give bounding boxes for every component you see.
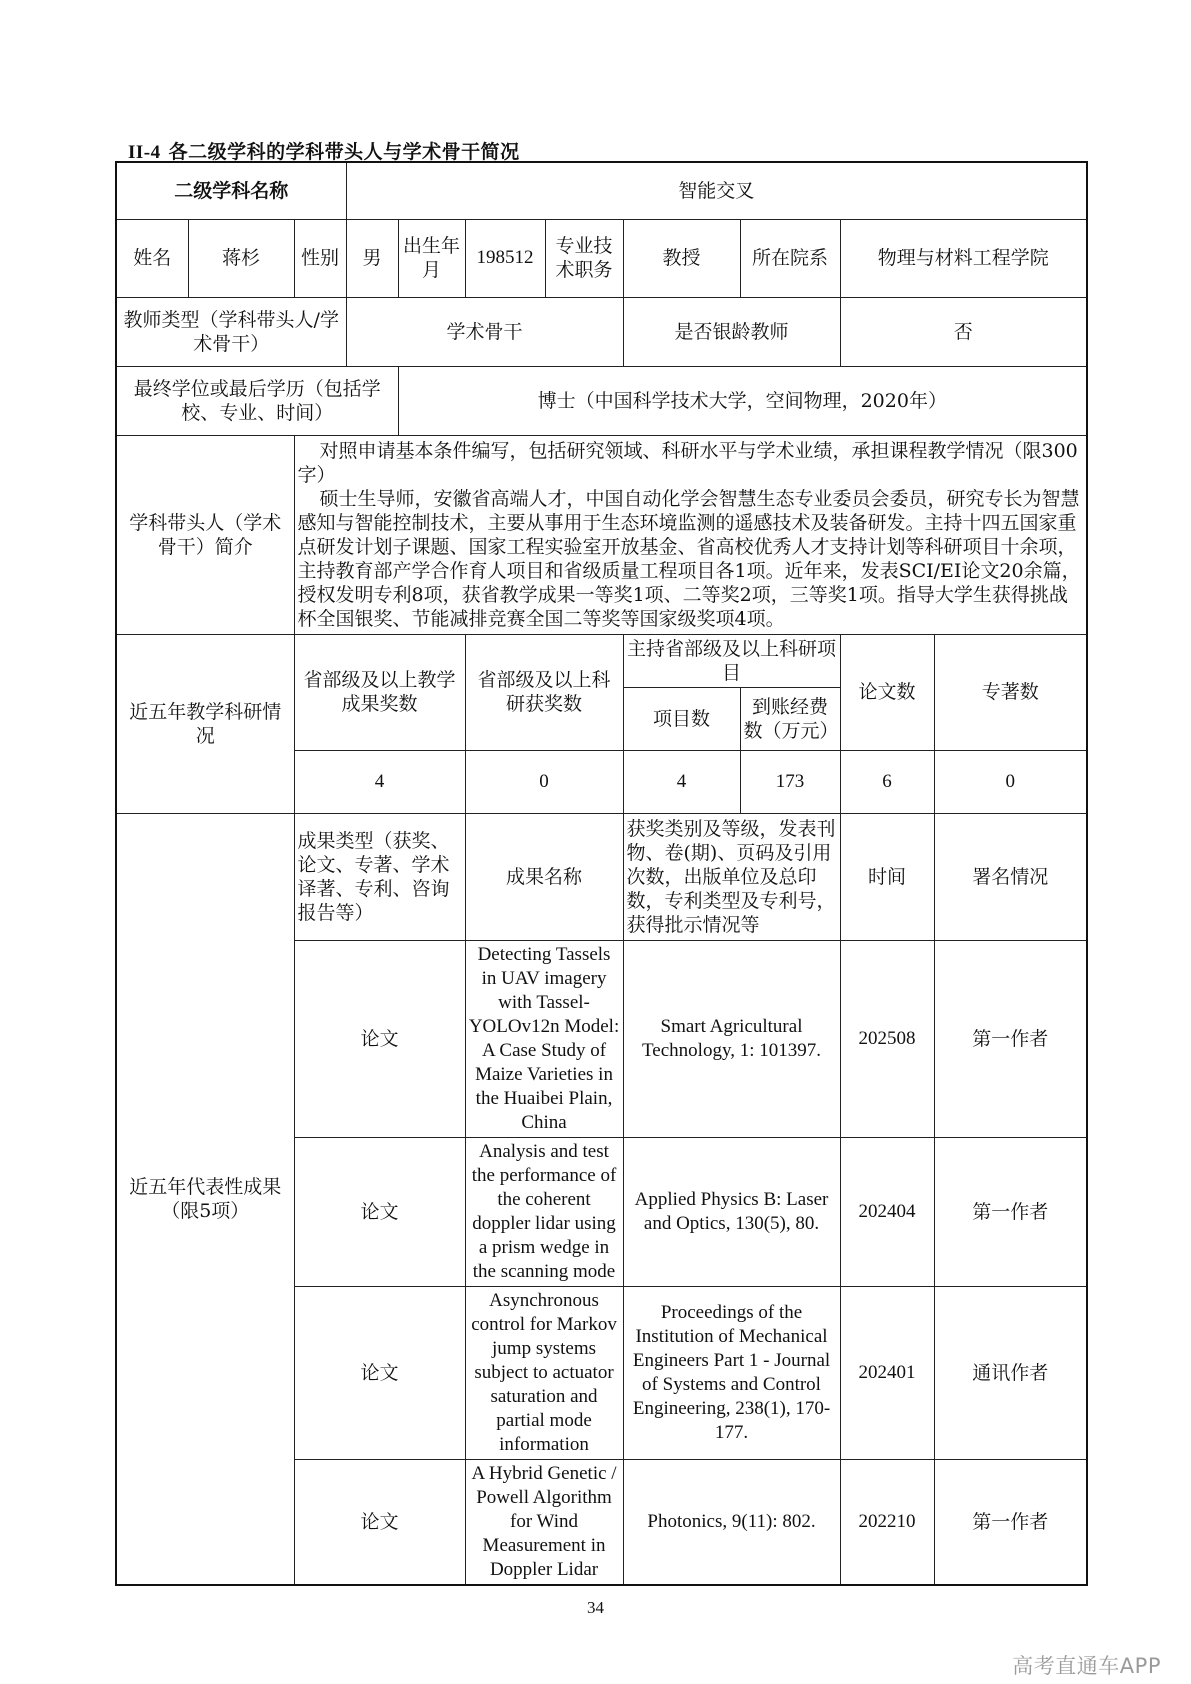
degree-label: 最终学位或最后学历（包括学校、专业、时间） [116, 366, 398, 435]
achievement-detail: Photonics, 9(11): 802. [623, 1459, 840, 1585]
papers-header: 论文数 [840, 634, 934, 750]
name-label: 姓名 [116, 219, 188, 297]
intro-lead: 对照申请基本条件编写，包括研究领域、科研水平与学术业绩，承担课程教学情况（限300字） [297, 439, 1078, 486]
achievement-author: 第一作者 [934, 1459, 1087, 1585]
intro-row [116, 435, 1087, 634]
profile-form-table [115, 161, 1088, 1586]
projects-group-header: 主持省部级及以上科研项目 [623, 634, 840, 687]
degree-row [116, 366, 1087, 435]
achievement-name: Analysis and test the performance of the coherent doppler lidar using a prism wedge in the scanning mode [465, 1137, 623, 1286]
achievement-time: 202404 [840, 1137, 934, 1286]
books-value: 0 [934, 750, 1087, 813]
achievement-time: 202210 [840, 1459, 934, 1585]
achievement-author: 通讯作者 [934, 1286, 1087, 1459]
achievement-detail: Proceedings of the Institution of Mechanical Engineers Part 1 - Journal of Systems and Control Engineering, 238(1), 170-177. [623, 1286, 840, 1459]
dept-value: 物理与材料工程学院 [840, 219, 1087, 297]
title-value: 教授 [623, 219, 740, 297]
stats-header-row-1 [116, 634, 1087, 687]
page-number: 34 [587, 1598, 604, 1617]
funding-value: 173 [740, 750, 840, 813]
achievement-author: 第一作者 [934, 1137, 1087, 1286]
watermark: 高考直通车APP [1012, 1654, 1161, 1678]
project-count-header: 项目数 [623, 687, 740, 750]
achievement-type: 论文 [294, 1459, 465, 1585]
intro-label: 学科带头人（学术骨干）简介 [116, 435, 294, 634]
teaching-award-header: 省部级及以上教学成果奖数 [294, 634, 465, 750]
gender-label: 性别 [294, 219, 346, 297]
achievement-type: 论文 [294, 1286, 465, 1459]
stats-label: 近五年教学科研情况 [116, 634, 294, 813]
teacher-type-row [116, 297, 1087, 366]
silver-label: 是否银龄教师 [623, 297, 840, 366]
project-count-value: 4 [623, 750, 740, 813]
teacher-type-value: 学术骨干 [346, 297, 623, 366]
books-header: 专著数 [934, 634, 1087, 750]
intro-text [294, 435, 1087, 634]
type-header: 成果类型（获奖、论文、专著、学术译著、专利、咨询报告等） [294, 813, 465, 940]
achievement-detail: Applied Physics B: Laser and Optics, 130(5), 80. [623, 1137, 840, 1286]
discipline-label: 二级学科名称 [116, 162, 346, 219]
discipline-value: 智能交叉 [346, 162, 1087, 219]
achievement-type: 论文 [294, 940, 465, 1137]
silver-value: 否 [840, 297, 1087, 366]
gender-value: 男 [346, 219, 398, 297]
section-heading [128, 137, 520, 164]
title-label: 专业技术职务 [545, 219, 623, 297]
birth-label: 出生年月 [398, 219, 465, 297]
degree-value: 博士（中国科学技术大学，空间物理，2020年） [398, 366, 1087, 435]
person-row [116, 219, 1087, 297]
achievement-name: Detecting Tassels in UAV imagery with Tassel-YOLOv12n Model: A Case Study of Maize Varieties in the Huaibei Plain, China [465, 940, 623, 1137]
dept-label: 所在院系 [740, 219, 840, 297]
teacher-type-label: 教师类型（学科带头人/学术骨干） [116, 297, 346, 366]
achievement-time: 202401 [840, 1286, 934, 1459]
teaching-award-value: 4 [294, 750, 465, 813]
detail-header: 获奖类别及等级，发表刊物、卷(期)、页码及引用次数，出版单位及总印数，专利类型及专利号，获得批示情况等 [623, 813, 840, 940]
achievement-author: 第一作者 [934, 940, 1087, 1137]
name-header: 成果名称 [465, 813, 623, 940]
research-award-header: 省部级及以上科研获奖数 [465, 634, 623, 750]
section-title: 各二级学科的学科带头人与学术骨干简况 [168, 141, 520, 163]
time-header: 时间 [840, 813, 934, 940]
achievement-type: 论文 [294, 1137, 465, 1286]
section-code: II-4 [128, 142, 161, 163]
achievement-detail: Smart Agricultural Technology, 1: 101397. [623, 940, 840, 1137]
achievement-time: 202508 [840, 940, 934, 1137]
author-header: 署名情况 [934, 813, 1087, 940]
discipline-row [116, 162, 1087, 219]
name-value: 蒋杉 [188, 219, 294, 297]
achievement-name: Asynchronous control for Markov jump systems subject to actuator saturation and partial mode information [465, 1286, 623, 1459]
research-award-value: 0 [465, 750, 623, 813]
intro-body: 硕士生导师，安徽省高端人才，中国自动化学会智慧生态专业委员会委员，研究专长为智慧感知与智能控制技术，主要从事用于生态环境监测的遥感技术及装备研发。主持十四五国家重点研发计划子课题、国家工程实验室开放基金、省高校优秀人才支持计划等科研项目十余项，主持教育部产学合作育人项目和省级质量工程项目各1项。近年来，发表SCI/EI论文20余篇，授权发明专利8项，获省教学成果一等奖1项、二等奖2项，三等奖1项。指导大学生获得挑战杯全国银奖、节能减排竞赛全国二等奖等国家级奖项4项。 [297, 487, 1081, 630]
achievement-name: A Hybrid Genetic / Powell Algorithm for Wind Measurement in Doppler Lidar [465, 1459, 623, 1585]
funding-header: 到账经费数（万元） [740, 687, 840, 750]
achievements-label: 近五年代表性成果（限5项） [116, 813, 294, 1585]
achievements-header-row [116, 813, 1087, 940]
birth-value: 198512 [465, 219, 545, 297]
papers-value: 6 [840, 750, 934, 813]
